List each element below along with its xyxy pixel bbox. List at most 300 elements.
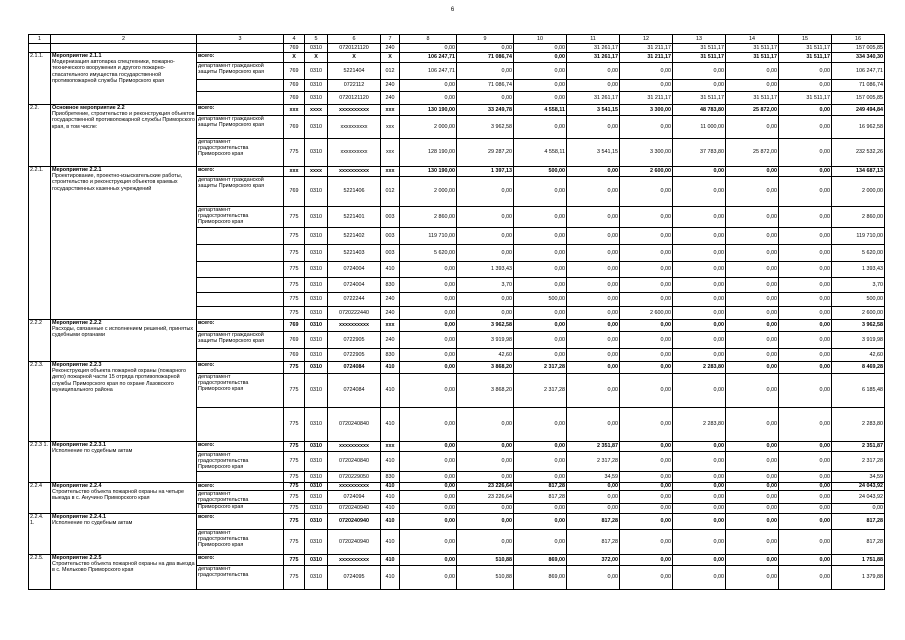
value-cell: 0720222440 xyxy=(328,307,381,320)
value-cell: 0,00 xyxy=(620,262,673,278)
value-cell: 0,00 xyxy=(457,245,514,262)
value-cell: 0,00 xyxy=(726,514,779,530)
value-cell: 2 317,28 xyxy=(514,374,567,408)
value-cell: 0724084 xyxy=(328,362,381,374)
value-cell: 0310 xyxy=(305,442,328,452)
value-cell: 0720240840 xyxy=(328,408,381,442)
page-number: 6 xyxy=(450,7,455,13)
value-cell: 0,00 xyxy=(400,332,457,349)
header-cell: 2 xyxy=(51,35,197,44)
value-cell: 775 xyxy=(284,245,305,262)
value-cell: 0,00 xyxy=(620,490,673,503)
item-title: Основное мероприятие 2.2 xyxy=(52,105,125,111)
value-cell: 775 xyxy=(284,482,305,490)
value-cell: 0,00 xyxy=(620,555,673,566)
table-row xyxy=(29,442,885,452)
value-cell: 2 317,28 xyxy=(514,362,567,374)
value-cell: 119 710,00 xyxy=(832,228,885,245)
value-cell: 0310 xyxy=(305,44,328,53)
value-cell: 0,00 xyxy=(779,167,832,177)
value-cell: 0,00 xyxy=(726,442,779,452)
value-cell: 0,00 xyxy=(673,177,726,207)
value-cell: 3,70 xyxy=(832,278,885,293)
value-cell: 0,00 xyxy=(620,482,673,490)
value-cell: 0,00 xyxy=(514,44,567,53)
value-cell: 0722244 xyxy=(328,293,381,307)
value-cell: xxx xyxy=(381,167,400,177)
value-cell: 134 687,13 xyxy=(832,167,885,177)
value-cell: 2 000,00 xyxy=(400,116,457,139)
value-cell: 6 185,48 xyxy=(832,374,885,408)
value-cell: 8 469,28 xyxy=(832,362,885,374)
value-cell: 0,00 xyxy=(514,92,567,105)
value-cell: 31 511,17 xyxy=(779,53,832,63)
executor-cell xyxy=(197,228,284,245)
value-cell: 0,00 xyxy=(567,490,620,503)
value-cell: 817,28 xyxy=(567,514,620,530)
value-cell: 4 558,11 xyxy=(514,105,567,116)
value-cell: 0310 xyxy=(305,332,328,349)
value-cell: 0310 xyxy=(305,490,328,503)
executor-cell xyxy=(197,92,284,105)
value-cell: 0,00 xyxy=(620,116,673,139)
header-cell: 5 xyxy=(305,35,328,44)
value-cell: 0,00 xyxy=(726,490,779,503)
value-cell: 775 xyxy=(284,452,305,472)
value-cell: 0,00 xyxy=(400,555,457,566)
value-cell: 0,00 xyxy=(457,92,514,105)
value-cell: 0,00 xyxy=(779,408,832,442)
value-cell: 775 xyxy=(284,228,305,245)
value-cell: 24 043,92 xyxy=(832,482,885,490)
value-cell: 0,00 xyxy=(726,408,779,442)
item-title: Мероприятие 2.2.5 xyxy=(52,555,102,562)
value-cell: 0724004 xyxy=(328,278,381,293)
value-cell: 106 247,71 xyxy=(400,63,457,80)
header-cell: 3 xyxy=(197,35,284,44)
value-cell: 25 872,00 xyxy=(726,105,779,116)
item-title: Мероприятие 2.2.2 xyxy=(52,320,102,326)
executor-cell xyxy=(197,471,284,482)
value-cell: 0,00 xyxy=(620,504,673,514)
value-cell: 0,00 xyxy=(726,167,779,177)
item-code-cell: 2.2.3 1. xyxy=(29,442,51,483)
value-cell: 410 xyxy=(381,504,400,514)
executor-cell: департамент градостроительства xyxy=(197,566,284,590)
value-cell: 0,00 xyxy=(620,63,673,80)
item-title: Мероприятие 2.2.3.1 xyxy=(52,442,107,448)
value-cell: 0,00 xyxy=(514,63,567,80)
item-code-cell xyxy=(29,44,51,53)
value-cell: X xyxy=(328,53,381,63)
item-code-cell: 2.2.3. xyxy=(29,362,51,442)
executor-cell xyxy=(197,307,284,320)
value-cell: xxxxxxxxxx xyxy=(328,105,381,116)
value-cell: 2 283,80 xyxy=(832,408,885,442)
value-cell: 0,00 xyxy=(457,514,514,530)
value-cell: 2 317,28 xyxy=(567,452,620,472)
value-cell: 0,00 xyxy=(726,374,779,408)
item-description-cell xyxy=(51,514,197,555)
value-cell: 003 xyxy=(381,207,400,228)
value-cell: 775 xyxy=(284,514,305,530)
value-cell: 0724094 xyxy=(328,490,381,503)
value-cell: 0,00 xyxy=(567,504,620,514)
value-cell: 0,00 xyxy=(673,245,726,262)
item-code-cell: 2.1.1. xyxy=(29,53,51,105)
value-cell: 1 397,13 xyxy=(457,167,514,177)
value-cell: 0,00 xyxy=(514,442,567,452)
value-cell: 0,00 xyxy=(457,207,514,228)
value-cell: 410 xyxy=(381,374,400,408)
value-cell: 410 xyxy=(381,408,400,442)
item-description-cell xyxy=(51,44,197,53)
header-cell: 6 xyxy=(328,35,381,44)
value-cell: 0,00 xyxy=(779,362,832,374)
value-cell: 31 511,17 xyxy=(673,92,726,105)
value-cell: 0,00 xyxy=(400,80,457,92)
value-cell: 775 xyxy=(284,207,305,228)
value-cell: 775 xyxy=(284,504,305,514)
value-cell: 31 511,17 xyxy=(726,44,779,53)
value-cell: 0,00 xyxy=(400,362,457,374)
value-cell: 500,00 xyxy=(832,293,885,307)
value-cell: 0,00 xyxy=(514,408,567,442)
value-cell: 0,00 xyxy=(567,116,620,139)
header-cell: 11 xyxy=(567,35,620,44)
value-cell: 2 351,87 xyxy=(832,442,885,452)
executor-cell: департамент градостроительства xyxy=(197,490,284,503)
value-cell: 2 283,80 xyxy=(673,408,726,442)
value-cell: 0310 xyxy=(305,293,328,307)
table-row xyxy=(29,320,885,332)
value-cell: 0310 xyxy=(305,228,328,245)
value-cell: 769 xyxy=(284,92,305,105)
value-cell: 0,00 xyxy=(457,63,514,80)
value-cell: 0,00 xyxy=(726,293,779,307)
value-cell: 0,00 xyxy=(620,442,673,452)
value-cell: 775 xyxy=(284,555,305,566)
executor-cell: всего: xyxy=(197,362,284,374)
value-cell: 0,00 xyxy=(779,374,832,408)
value-cell: 0,00 xyxy=(457,408,514,442)
value-cell: 0,00 xyxy=(726,504,779,514)
value-cell: 0,00 xyxy=(514,80,567,92)
value-cell: 0,00 xyxy=(726,116,779,139)
value-cell: 0720240940 xyxy=(328,514,381,530)
header-cell: 1 xyxy=(29,35,51,44)
value-cell: 11 000,00 xyxy=(673,116,726,139)
value-cell: 410 xyxy=(381,566,400,590)
value-cell: X xyxy=(381,53,400,63)
value-cell: 0310 xyxy=(305,452,328,472)
value-cell: 003 xyxy=(381,228,400,245)
value-cell: 869,00 xyxy=(514,566,567,590)
value-cell: 0,00 xyxy=(514,452,567,472)
value-cell: 0,00 xyxy=(514,116,567,139)
value-cell: 0,00 xyxy=(779,452,832,472)
value-cell: 0,00 xyxy=(457,471,514,482)
header-cell: 10 xyxy=(514,35,567,44)
value-cell: xxx xyxy=(381,139,400,167)
value-cell: 0310 xyxy=(305,278,328,293)
value-cell: 157 005,85 xyxy=(832,92,885,105)
value-cell: 0,00 xyxy=(567,482,620,490)
value-cell: 372,00 xyxy=(567,555,620,566)
value-cell: 500,00 xyxy=(514,293,567,307)
header-cell: 15 xyxy=(779,35,832,44)
value-cell: 2 351,87 xyxy=(567,442,620,452)
value-cell: 0,00 xyxy=(673,555,726,566)
value-cell: 23 226,64 xyxy=(457,490,514,503)
value-cell: 0,00 xyxy=(673,167,726,177)
value-cell: 0,00 xyxy=(514,228,567,245)
value-cell: 31 511,17 xyxy=(673,44,726,53)
value-cell: 510,88 xyxy=(457,555,514,566)
value-cell: 0,00 xyxy=(673,471,726,482)
value-cell: 410 xyxy=(381,262,400,278)
value-cell: xxxx xyxy=(305,105,328,116)
executor-cell: всего: xyxy=(197,53,284,63)
value-cell: 0310 xyxy=(305,320,328,332)
value-cell: 0,00 xyxy=(567,228,620,245)
value-cell: 48 783,80 xyxy=(673,105,726,116)
value-cell: xxx xyxy=(381,116,400,139)
value-cell: 0,00 xyxy=(400,442,457,452)
value-cell: 0724004 xyxy=(328,262,381,278)
value-cell: 0,00 xyxy=(779,245,832,262)
value-cell: xxxxxxxxxx xyxy=(328,320,381,332)
executor-cell: всего: xyxy=(197,442,284,452)
value-cell: 130 190,00 xyxy=(400,105,457,116)
value-cell: 25 872,00 xyxy=(726,139,779,167)
value-cell: 0,00 xyxy=(779,482,832,490)
value-cell: 0720229050 xyxy=(328,471,381,482)
item-description: Приобретение, строительство и реконструкция объектов государственной противопожарной службы Приморского края, в том числе: xyxy=(52,111,195,130)
value-cell: 0720240940 xyxy=(328,530,381,555)
value-cell: 0,00 xyxy=(567,262,620,278)
value-cell: 0,00 xyxy=(620,278,673,293)
value-cell: 0,00 xyxy=(567,63,620,80)
item-code-cell: 2.2.5. xyxy=(29,555,51,590)
value-cell: 0,00 xyxy=(620,245,673,262)
value-cell: 0,00 xyxy=(673,307,726,320)
item-title: Мероприятие 2.2.4 xyxy=(52,482,102,489)
value-cell: 0,00 xyxy=(779,530,832,555)
value-cell: 769 xyxy=(284,320,305,332)
value-cell: 71 086,74 xyxy=(457,53,514,63)
value-cell: 0,00 xyxy=(567,362,620,374)
value-cell: 830 xyxy=(381,278,400,293)
value-cell: 775 xyxy=(284,566,305,590)
value-cell: 0720121120 xyxy=(328,44,381,53)
value-cell: 830 xyxy=(381,471,400,482)
value-cell: 0,00 xyxy=(779,332,832,349)
value-cell: 0,00 xyxy=(620,320,673,332)
value-cell: 31 511,17 xyxy=(726,53,779,63)
value-cell: 817,28 xyxy=(514,482,567,490)
executor-cell: департамент градостроительства Приморского края xyxy=(197,139,284,167)
value-cell: 012 xyxy=(381,63,400,80)
value-cell: 775 xyxy=(284,362,305,374)
value-cell: 3 300,00 xyxy=(620,105,673,116)
value-cell: 0,00 xyxy=(620,80,673,92)
value-cell: 0,00 xyxy=(567,167,620,177)
value-cell: 0310 xyxy=(305,207,328,228)
value-cell: 31 261,17 xyxy=(567,44,620,53)
item-code-cell: 2.2.2 xyxy=(29,320,51,362)
item-code-cell: 2.2. xyxy=(29,105,51,167)
executor-cell: всего: xyxy=(197,555,284,566)
value-cell: 0,00 xyxy=(779,514,832,530)
value-cell: 157 005,85 xyxy=(832,44,885,53)
value-cell: 0,00 xyxy=(514,471,567,482)
value-cell: 0,00 xyxy=(567,293,620,307)
value-cell: 0,00 xyxy=(400,307,457,320)
value-cell: 3 962,58 xyxy=(457,320,514,332)
value-cell: xxx xyxy=(284,167,305,177)
executor-cell: департамент градостроительства Приморского края xyxy=(197,530,284,555)
value-cell: 0,00 xyxy=(779,307,832,320)
value-cell: 510,88 xyxy=(457,566,514,590)
value-cell: 0,00 xyxy=(779,207,832,228)
value-cell: 0,00 xyxy=(726,177,779,207)
value-cell: 37 783,80 xyxy=(673,139,726,167)
executor-cell xyxy=(197,262,284,278)
value-cell: 3,70 xyxy=(457,278,514,293)
value-cell: 0722112 xyxy=(328,80,381,92)
value-cell: 42,60 xyxy=(832,349,885,362)
value-cell: 0,00 xyxy=(400,504,457,514)
value-cell: 0,00 xyxy=(779,566,832,590)
value-cell: 0,00 xyxy=(779,177,832,207)
value-cell: 0,00 xyxy=(673,278,726,293)
value-cell: 0,00 xyxy=(673,63,726,80)
item-description: Проектирование, проектно-изыскательские работы, строительство и реконструкция объектов краевых государственных казенных учреждений xyxy=(52,173,183,192)
value-cell: 0,00 xyxy=(514,245,567,262)
value-cell: 31 511,17 xyxy=(726,92,779,105)
value-cell: 0,00 xyxy=(779,293,832,307)
value-cell: 769 xyxy=(284,44,305,53)
value-cell: 3 300,00 xyxy=(620,139,673,167)
item-title: Мероприятие 2.2.3 xyxy=(52,362,102,368)
value-cell: 0,00 xyxy=(400,482,457,490)
value-cell: 0310 xyxy=(305,374,328,408)
value-cell: 0,00 xyxy=(726,349,779,362)
value-cell: 16 962,58 xyxy=(832,116,885,139)
value-cell: 0310 xyxy=(305,116,328,139)
value-cell: 0,00 xyxy=(673,332,726,349)
value-cell: 0310 xyxy=(305,471,328,482)
value-cell: 0,00 xyxy=(514,504,567,514)
value-cell: 0,00 xyxy=(726,332,779,349)
value-cell: 240 xyxy=(381,44,400,53)
value-cell: 5221403 xyxy=(328,245,381,262)
header-cell: 16 xyxy=(832,35,885,44)
value-cell: 0,00 xyxy=(400,452,457,472)
value-cell: 0,00 xyxy=(400,262,457,278)
value-cell: 775 xyxy=(284,278,305,293)
item-description-cell xyxy=(51,442,197,483)
value-cell: 817,28 xyxy=(832,530,885,555)
value-cell: 0,00 xyxy=(620,177,673,207)
executor-cell: всего: xyxy=(197,320,284,332)
value-cell: 0,00 xyxy=(726,278,779,293)
value-cell: 003 xyxy=(381,245,400,262)
value-cell: 0,00 xyxy=(457,177,514,207)
item-title: Мероприятие 2.2.4.1 xyxy=(52,514,107,521)
item-description: Расходы, связанные с исполнением решений, принятых судебными органами xyxy=(52,326,194,339)
value-cell: 0,00 xyxy=(779,504,832,514)
header-cell: 14 xyxy=(726,35,779,44)
value-cell: 0310 xyxy=(305,555,328,566)
value-cell: 0,00 xyxy=(514,53,567,63)
value-cell: xxx xyxy=(381,105,400,116)
value-cell: 119 710,00 xyxy=(400,228,457,245)
value-cell: 4 558,11 xyxy=(514,139,567,167)
value-cell: 0724095 xyxy=(328,566,381,590)
value-cell: 2 317,28 xyxy=(832,452,885,472)
value-cell: 31 511,17 xyxy=(673,53,726,63)
item-description-cell xyxy=(51,167,197,320)
table-row xyxy=(29,44,885,53)
value-cell: 0,00 xyxy=(673,530,726,555)
executor-cell: департамент градостроительства Приморского края xyxy=(197,207,284,228)
value-cell: 769 xyxy=(284,332,305,349)
table-row xyxy=(29,482,885,490)
value-cell: 2 000,00 xyxy=(832,177,885,207)
value-cell: xxxxxxxxxx xyxy=(328,442,381,452)
value-cell: 0310 xyxy=(305,530,328,555)
table-row xyxy=(29,362,885,374)
value-cell: 775 xyxy=(284,374,305,408)
value-cell: 0,00 xyxy=(726,566,779,590)
executor-cell: всего: xyxy=(197,514,284,530)
value-cell: 240 xyxy=(381,293,400,307)
value-cell: 0,00 xyxy=(514,320,567,332)
value-cell: 0310 xyxy=(305,92,328,105)
value-cell: 0,00 xyxy=(567,320,620,332)
executor-cell: всего: xyxy=(197,167,284,177)
value-cell: 769 xyxy=(284,349,305,362)
value-cell: 0,00 xyxy=(400,44,457,53)
header-cell: 13 xyxy=(673,35,726,44)
value-cell: 775 xyxy=(284,139,305,167)
value-cell: 106 247,71 xyxy=(400,53,457,63)
value-cell: 23 226,64 xyxy=(457,482,514,490)
value-cell: 0,00 xyxy=(514,207,567,228)
value-cell: 31 511,17 xyxy=(779,44,832,53)
value-cell: 830 xyxy=(381,349,400,362)
value-cell: 0,00 xyxy=(726,63,779,80)
value-cell: 71 086,74 xyxy=(832,80,885,92)
item-description-cell xyxy=(51,105,197,167)
value-cell: 0,00 xyxy=(620,207,673,228)
value-cell: 0310 xyxy=(305,63,328,80)
value-cell: 1 393,43 xyxy=(457,262,514,278)
value-cell: 0,00 xyxy=(673,320,726,332)
value-cell: 0,00 xyxy=(620,471,673,482)
table-row xyxy=(29,555,885,566)
value-cell: 5 620,00 xyxy=(400,245,457,262)
value-cell: 0,00 xyxy=(620,408,673,442)
value-cell: 5221402 xyxy=(328,228,381,245)
value-cell: 0,00 xyxy=(673,442,726,452)
value-cell: 3 541,15 xyxy=(567,139,620,167)
value-cell: 5221406 xyxy=(328,177,381,207)
value-cell: 0,00 xyxy=(567,278,620,293)
value-cell: 0,00 xyxy=(514,177,567,207)
